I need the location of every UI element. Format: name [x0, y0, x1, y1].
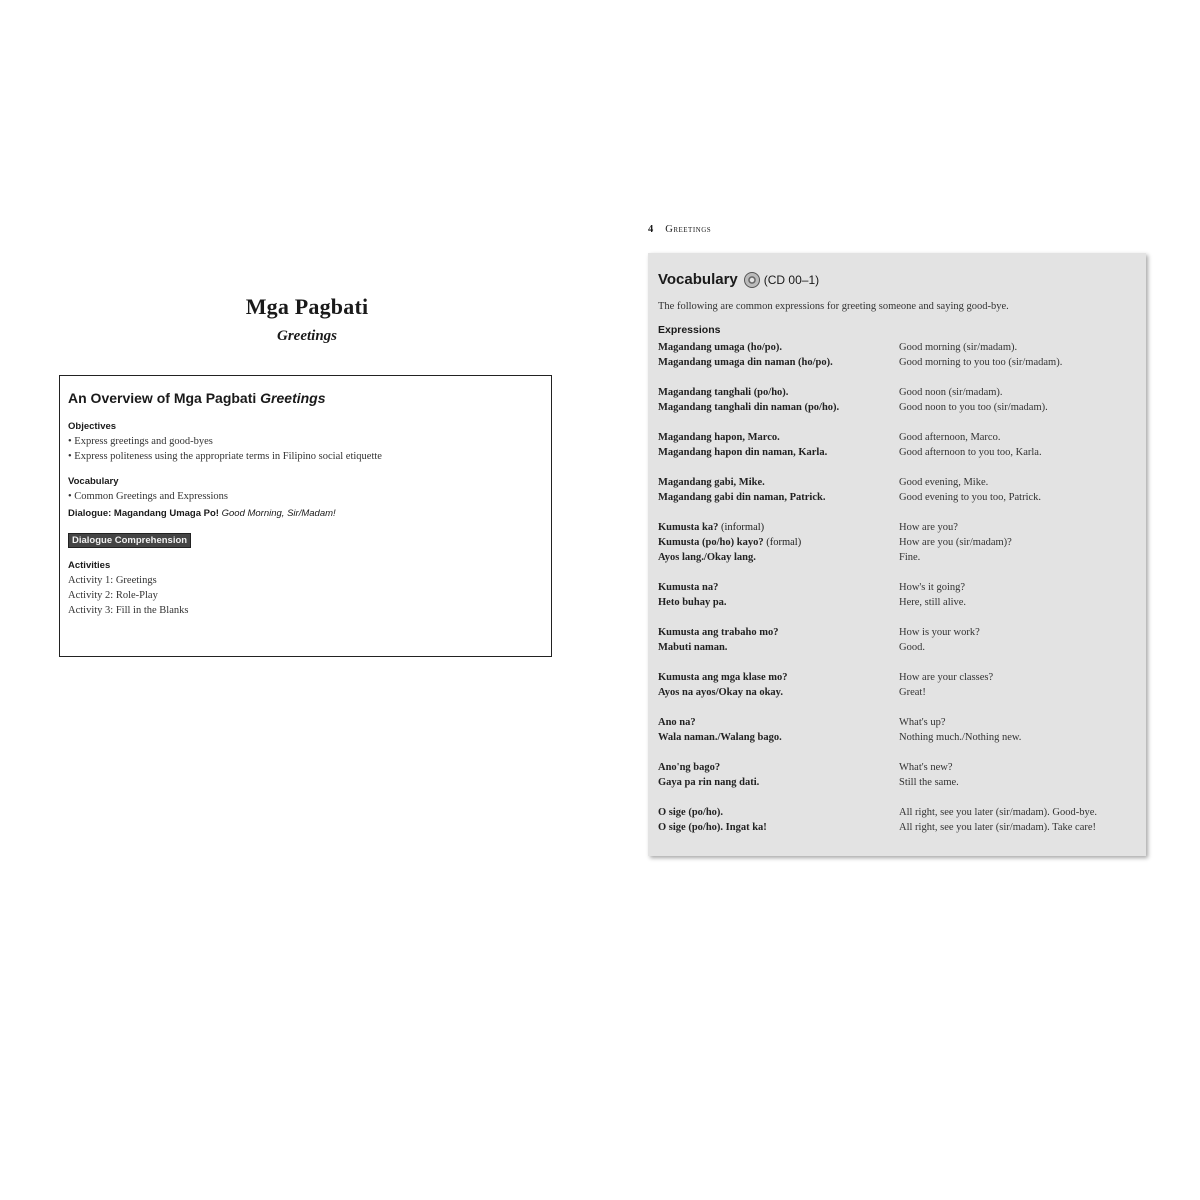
filipino-column	[658, 385, 899, 415]
filipino-expression	[658, 775, 899, 790]
english-translation: How is your work?	[899, 627, 980, 638]
expression-group	[658, 760, 1136, 790]
filipino-expression	[658, 685, 899, 700]
filipino-column	[658, 670, 899, 700]
activity-item: Activity 3: Fill in the Blanks	[68, 605, 189, 616]
filipino-expression	[658, 625, 899, 640]
filipino-expression	[658, 640, 899, 655]
overview-box	[59, 375, 552, 657]
expression-group	[658, 805, 1136, 835]
english-column	[899, 520, 1136, 565]
filipino-text: Ayos na ayos/Okay na okay.	[658, 687, 783, 698]
filipino-text: Ayos lang./Okay lang.	[658, 552, 756, 563]
objectives-heading: Objectives	[68, 421, 117, 432]
filipino-text: O sige (po/ho).	[658, 807, 724, 818]
filipino-text: Magandang gabi, Mike.	[658, 477, 765, 488]
filipino-text: Kumusta ka?	[658, 522, 719, 533]
english-translation: How are your classes?	[899, 672, 994, 683]
dialogue-title: Dialogue: Magandang Umaga Po!	[68, 508, 222, 519]
filipino-expression	[658, 820, 899, 835]
english-translation: Great!	[899, 687, 926, 698]
expression-group	[658, 385, 1136, 415]
english-translation: How's it going?	[899, 582, 966, 593]
filipino-column	[658, 475, 899, 505]
expression-group	[658, 580, 1136, 610]
expression-group	[658, 670, 1136, 700]
filipino-column	[658, 760, 899, 790]
english-column	[899, 670, 1136, 700]
filipino-text: Magandang gabi din naman, Patrick.	[658, 492, 826, 503]
english-column	[899, 430, 1136, 460]
filipino-text: Gaya pa rin nang dati.	[658, 777, 760, 788]
filipino-expression	[658, 715, 899, 730]
english-translation: Good afternoon to you too, Karla.	[899, 447, 1042, 458]
filipino-text: Kumusta na?	[658, 582, 719, 593]
english-column	[899, 715, 1136, 745]
filipino-text: Magandang umaga (ho/po).	[658, 342, 782, 353]
objective-item: • Express greetings and good-byes	[68, 436, 213, 447]
filipino-text: O sige (po/ho). Ingat ka!	[658, 822, 767, 833]
english-translation: Fine.	[899, 552, 921, 563]
filipino-column	[658, 805, 899, 835]
vocabulary-intro: The following are common expressions for greeting someone and saying good-bye.	[658, 301, 1009, 312]
filipino-expression	[658, 430, 899, 445]
filipino-column	[658, 625, 899, 655]
filipino-text: Magandang hapon, Marco.	[658, 432, 780, 443]
filipino-expression	[658, 535, 899, 550]
running-header	[648, 224, 711, 235]
filipino-expression	[658, 445, 899, 460]
english-translation: What's up?	[899, 717, 946, 728]
cd-icon	[744, 272, 760, 288]
filipino-column	[658, 340, 899, 370]
dialogue-line	[68, 508, 543, 519]
filipino-text: Mabuti naman.	[658, 642, 728, 653]
filipino-column	[658, 430, 899, 460]
register-note: (informal)	[718, 522, 765, 533]
running-title: Greetings	[665, 224, 712, 235]
comprehension-badge: Dialogue Comprehension	[68, 533, 191, 548]
filipino-expression	[658, 670, 899, 685]
english-translation: Good morning to you too (sir/madam).	[899, 357, 1063, 368]
filipino-expression	[658, 385, 899, 400]
expression-group	[658, 715, 1136, 745]
filipino-text: Kumusta (po/ho) kayo?	[658, 537, 764, 548]
vocabulary-heading: Vocabulary	[68, 476, 119, 487]
filipino-text: Magandang tanghali din naman (po/ho).	[658, 402, 840, 413]
english-translation: Still the same.	[899, 777, 959, 788]
filipino-column	[658, 520, 899, 565]
vocabulary-title: Vocabulary	[658, 271, 738, 288]
expression-group	[658, 625, 1136, 655]
english-translation: How are you (sir/madam)?	[899, 537, 1012, 548]
english-translation: Good evening to you too, Patrick.	[899, 492, 1042, 503]
overview-title-prefix: An Overview of	[68, 390, 174, 406]
english-translation: Nothing much./Nothing new.	[899, 732, 1022, 743]
english-translation: Good morning (sir/madam).	[899, 342, 1018, 353]
expressions-heading: Expressions	[658, 324, 721, 336]
filipino-expression	[658, 580, 899, 595]
english-translation: All right, see you later (sir/madam). Good-bye.	[899, 807, 1097, 818]
expression-group	[658, 430, 1136, 460]
filipino-expression	[658, 805, 899, 820]
filipino-expression	[658, 595, 899, 610]
filipino-column	[658, 580, 899, 610]
filipino-expression	[658, 475, 899, 490]
english-translation: Here, still alive.	[899, 597, 967, 608]
vocabulary-box	[648, 253, 1146, 856]
filipino-text: Magandang umaga din naman (ho/po).	[658, 357, 833, 368]
english-column	[899, 475, 1136, 505]
filipino-expression	[658, 760, 899, 775]
english-column	[899, 760, 1136, 790]
expression-group	[658, 520, 1136, 565]
filipino-column	[658, 715, 899, 745]
filipino-text: Ano na?	[658, 717, 696, 728]
expression-group	[658, 340, 1136, 370]
activities-heading: Activities	[68, 560, 111, 571]
filipino-text: Magandang hapon din naman, Karla.	[658, 447, 828, 458]
objective-item: • Express politeness using the appropriate terms in Filipino social etiquette	[68, 451, 382, 462]
english-column	[899, 340, 1136, 370]
expressions-list	[658, 340, 1136, 835]
filipino-text: Wala naman./Walang bago.	[658, 732, 782, 743]
cd-track-label: (CD 00–1)	[763, 272, 820, 287]
page-title: Mga Pagbati	[245, 294, 369, 319]
english-translation: Good noon (sir/madam).	[899, 387, 1003, 398]
filipino-expression	[658, 400, 899, 415]
english-translation: Good noon to you too (sir/madam).	[899, 402, 1048, 413]
filipino-text: Heto buhay pa.	[658, 597, 727, 608]
overview-title	[68, 390, 543, 406]
vocabulary-title-row	[658, 271, 1136, 288]
expression-group	[658, 475, 1136, 505]
activity-item: Activity 1: Greetings	[68, 575, 157, 586]
filipino-text: Kumusta ang mga klase mo?	[658, 672, 788, 683]
filipino-expression	[658, 340, 899, 355]
register-note: (formal)	[763, 537, 802, 548]
filipino-text: Magandang tanghali (po/ho).	[658, 387, 789, 398]
overview-title-italic: Greetings	[260, 390, 326, 406]
dialogue-translation: Good Morning, Sir/Madam!	[221, 508, 336, 519]
filipino-expression	[658, 730, 899, 745]
english-column	[899, 805, 1136, 835]
english-column	[899, 385, 1136, 415]
filipino-text: Ano'ng bago?	[658, 762, 721, 773]
overview-title-main: Mga Pagbati	[173, 390, 261, 406]
filipino-expression	[658, 355, 899, 370]
filipino-text: Kumusta ang trabaho mo?	[658, 627, 779, 638]
english-translation: How are you?	[899, 522, 958, 533]
english-column	[899, 580, 1136, 610]
english-column	[899, 625, 1136, 655]
vocabulary-item: • Common Greetings and Expressions	[68, 491, 228, 502]
page-subtitle: Greetings	[277, 328, 337, 344]
filipino-expression	[658, 550, 899, 565]
english-translation: All right, see you later (sir/madam). Take care!	[899, 822, 1097, 833]
english-translation: Good afternoon, Marco.	[899, 432, 1001, 443]
page-number: 4	[648, 224, 654, 235]
filipino-expression	[658, 490, 899, 505]
filipino-expression	[658, 520, 899, 535]
english-translation: Good.	[899, 642, 925, 653]
english-translation: What's new?	[899, 762, 953, 773]
english-translation: Good evening, Mike.	[899, 477, 989, 488]
activity-item: Activity 2: Role-Play	[68, 590, 158, 601]
